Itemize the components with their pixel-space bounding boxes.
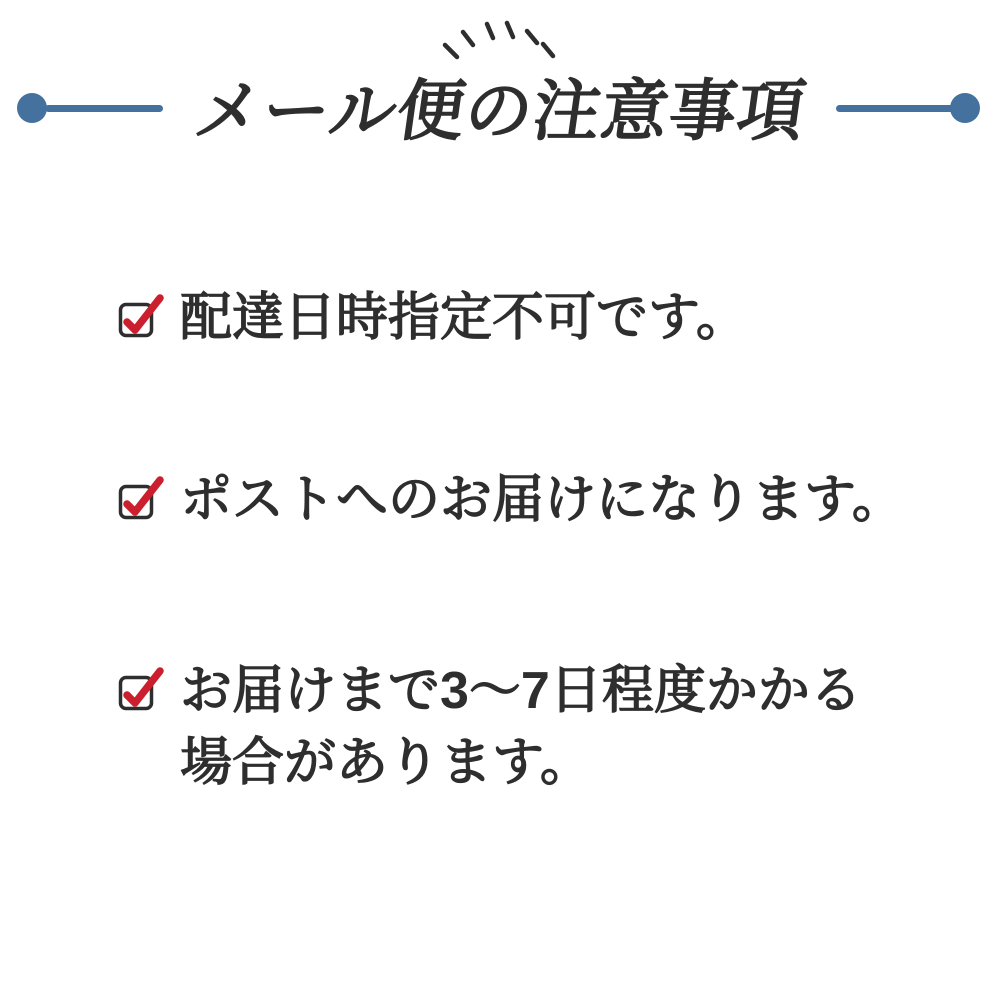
notice-line: 場合があります。 <box>180 734 592 792</box>
notice-line: お届けまで3〜7日程度かかる <box>180 662 862 720</box>
notice-text <box>180 282 748 354</box>
checkbox-checked-icon <box>118 294 164 338</box>
checkbox-checked-icon <box>118 476 164 520</box>
notice-line: 配達日時指定不可です。 <box>180 289 748 347</box>
notice-item <box>118 464 904 536</box>
accent-line-right <box>836 105 954 112</box>
accent-dot-right <box>950 93 980 123</box>
notice-line: ポストへのお届けになります。 <box>180 471 904 529</box>
notice-text <box>180 464 904 536</box>
notice-item <box>118 282 748 354</box>
page-title: メール便の注意事項 <box>189 74 811 149</box>
notice-item <box>118 655 862 799</box>
burst-rays-icon <box>438 16 560 62</box>
checkbox-checked-icon <box>118 667 164 711</box>
notice-text <box>180 655 862 799</box>
